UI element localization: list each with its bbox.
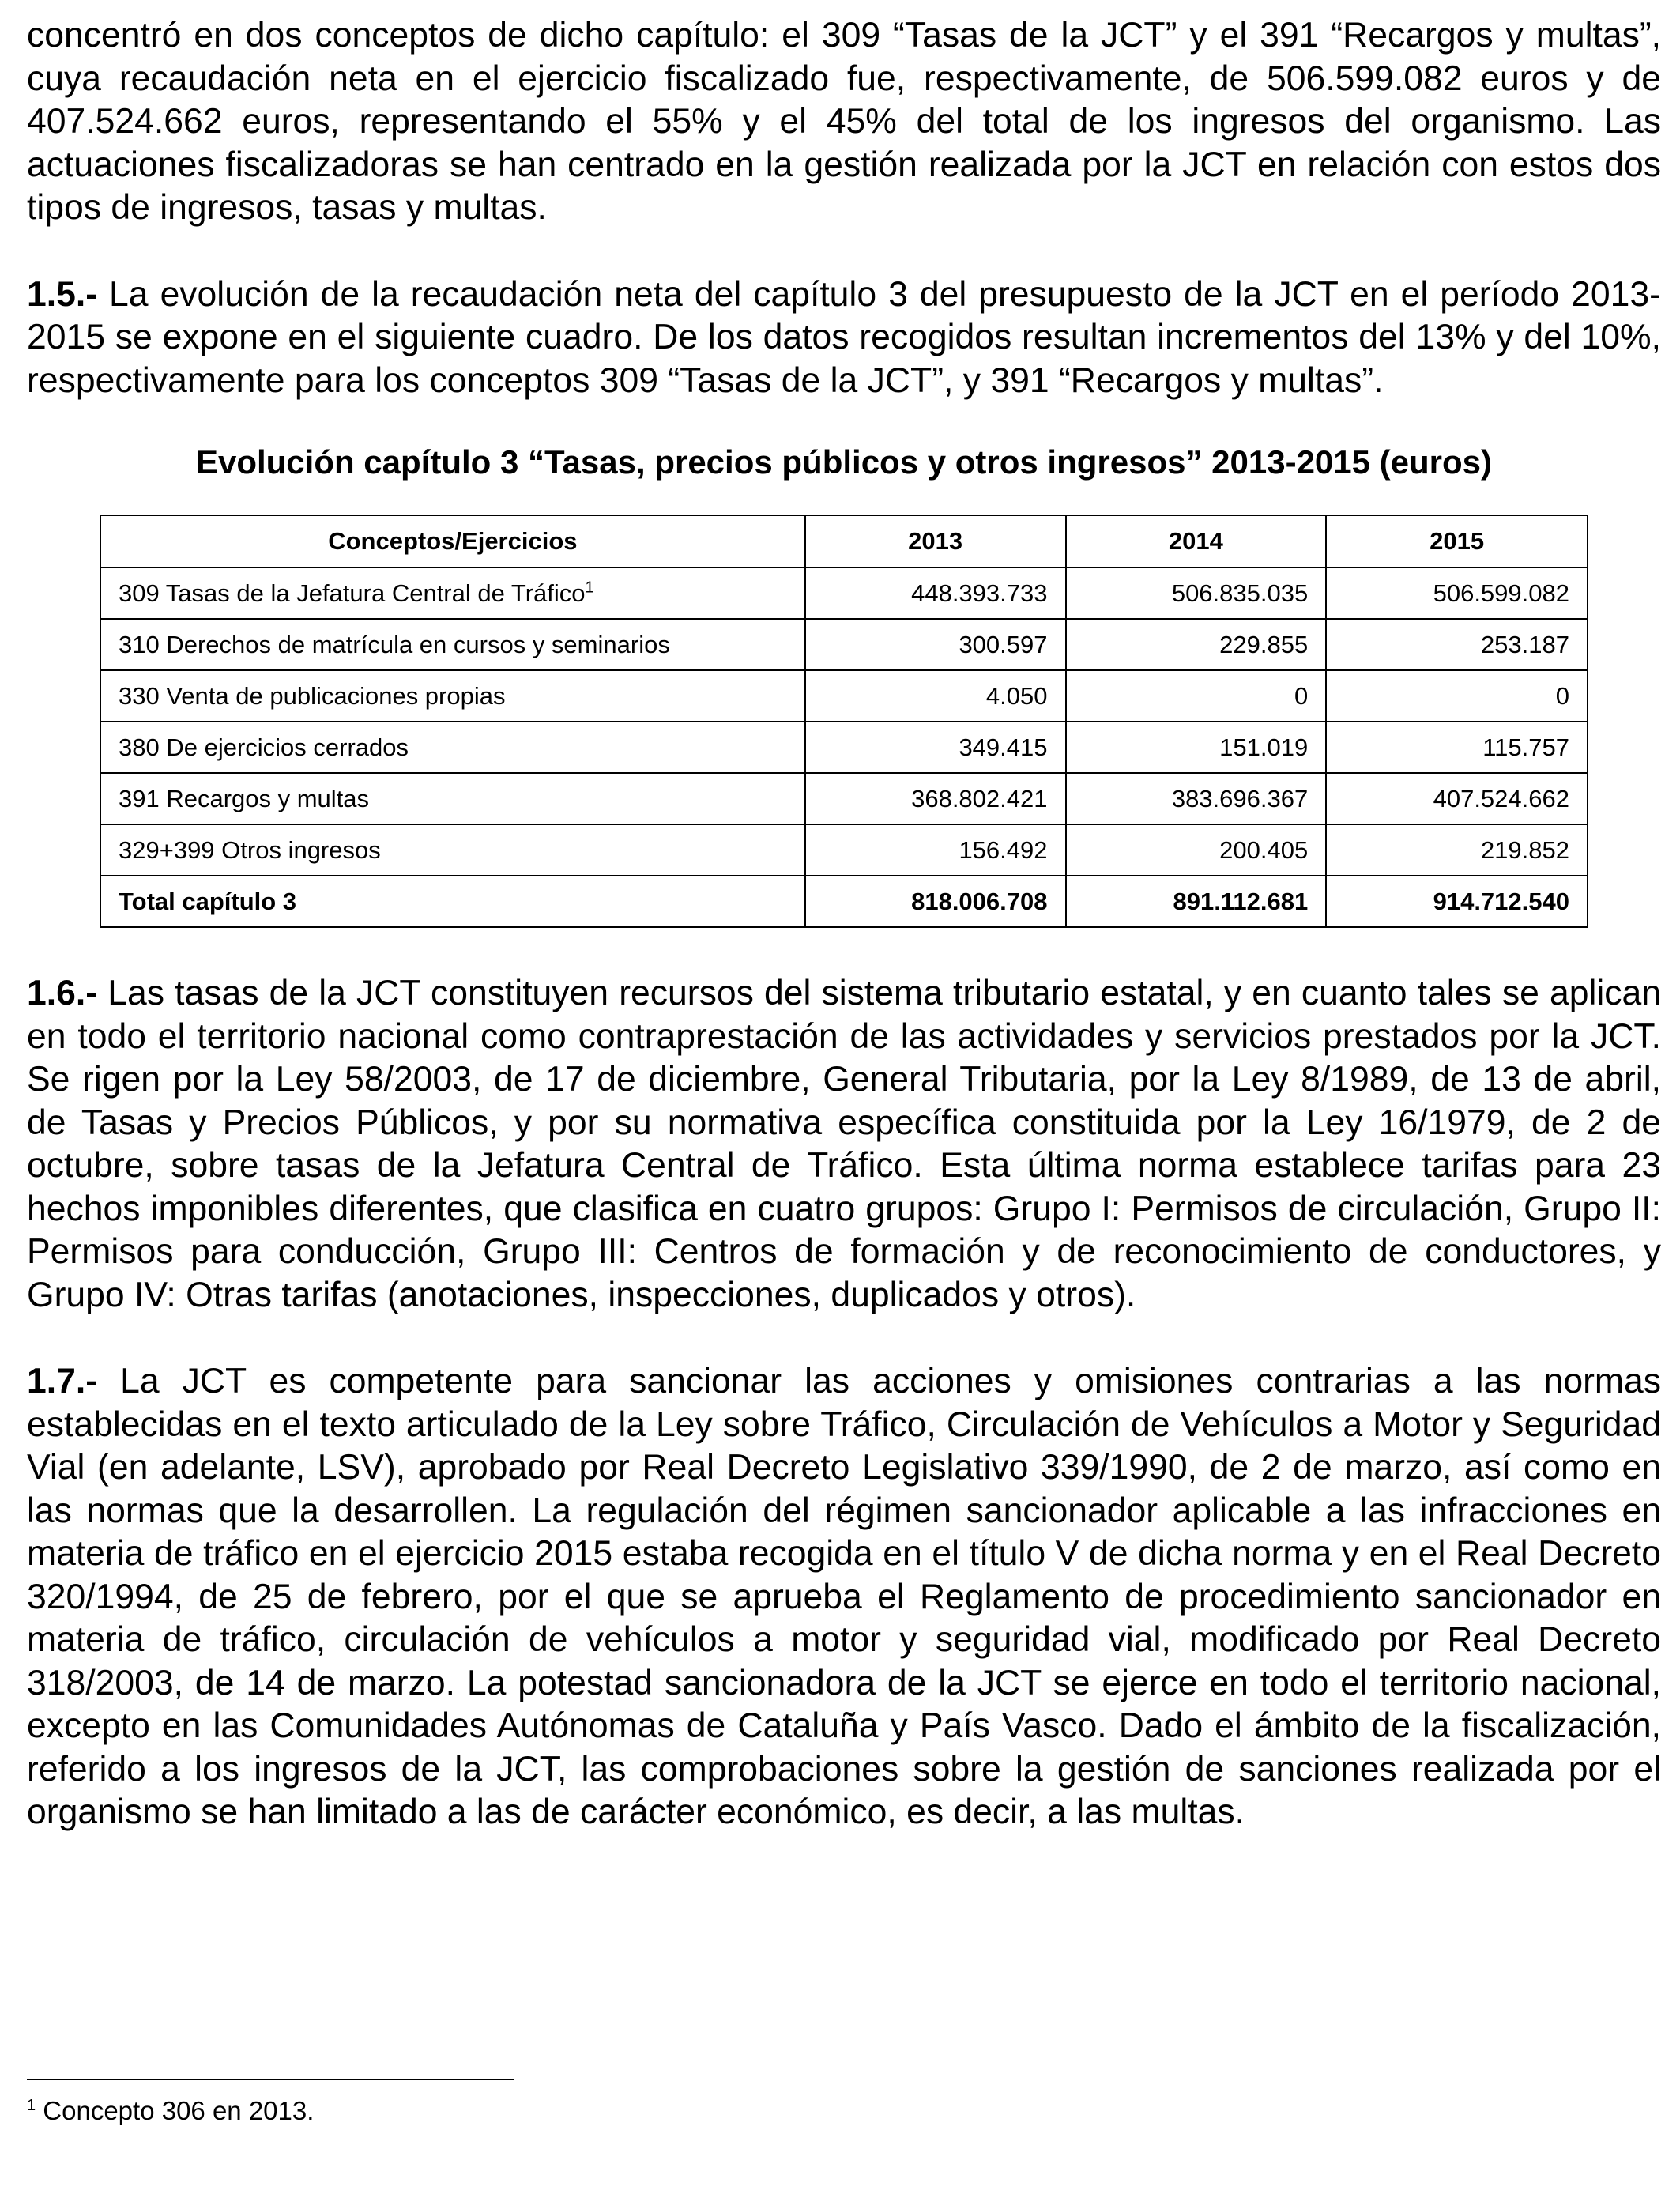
paragraph-text: concentró en dos conceptos de dicho capítulo: el 309 “Tasas de la JCT” y el 391 “Recargos y multas”, cuya recaudación neta en el ejercicio fiscalizado fue, respectivamente, de 506.599.082 euros y de 407.524.662 euros, representando el 55% y el 45% del total de los ingresos del organismo. Las actuaciones fiscalizadoras se han centrado en la gestión realizada por la JCT en relación con estos dos tipos de ingresos, tasas y multas. <box>27 16 1661 227</box>
table-row <box>100 670 1588 722</box>
cell-2013: 349.415 <box>805 722 1066 773</box>
column-header-concepts: Conceptos/Ejercicios <box>100 515 805 567</box>
cell-2014: 229.855 <box>1066 619 1327 670</box>
column-header-2015: 2015 <box>1326 515 1588 567</box>
total-2015: 914.712.540 <box>1326 876 1588 927</box>
cell-2015: 253.187 <box>1326 619 1588 670</box>
cell-2013: 156.492 <box>805 824 1066 876</box>
table-row <box>100 773 1588 824</box>
paragraph-continuation <box>27 14 1661 230</box>
row-concept: 330 Venta de publicaciones propias <box>100 670 805 722</box>
cell-2014: 383.696.367 <box>1066 773 1327 824</box>
paragraph-number: 1.7.- <box>27 1362 98 1400</box>
row-concept: 310 Derechos de matrícula en cursos y seminarios <box>100 619 805 670</box>
footnote-text: Concepto 306 en 2013. <box>36 2096 315 2125</box>
table-row <box>100 567 1588 619</box>
paragraph-text: La JCT es competente para sancionar las acciones y omisiones contrarias a las normas establecidas en el texto articulado de la Ley sobre Tráfico, Circulación de Vehículos a Motor y Seguridad Vial (en adelante, LSV), aprobado por Real Decreto Legislativo 339/1990, de 2 de marzo, así como en las normas que la desarrollen. La regulación del régimen sancionador aplicable a las infracciones en materia de tráfico en el ejercicio 2015 estaba recogida en el título V de dicha norma y en el Real Decreto 320/1994, de 25 de febrero, por el que se aprueba el Reglamento de procedimiento sancionador en materia de tráfico, circulación de vehículos a motor y seguridad vial, modificado por Real Decreto 318/2003, de 14 de marzo. La potestad sancionadora de la JCT se ejerce en todo el territorio nacional, excepto en las Comunidades Autónomas de Cataluña y País Vasco. Dado el ámbito de la fiscalización, referido a los ingresos de la JCT, las comprobaciones sobre la gestión de sanciones realizada por el organismo se han limitado a las de carácter económico, es decir, a las multas. <box>27 1362 1661 1831</box>
footnote <box>27 2094 314 2128</box>
row-concept <box>100 567 805 619</box>
total-2014: 891.112.681 <box>1066 876 1327 927</box>
footnote-marker: 1 <box>585 579 594 597</box>
total-2013: 818.006.708 <box>805 876 1066 927</box>
table-row <box>100 619 1588 670</box>
cell-2014: 506.835.035 <box>1066 567 1327 619</box>
paragraph-text: La evolución de la recaudación neta del capítulo 3 del presupuesto de la JCT en el período 2013-2015 se expone en el siguiente cuadro. De los datos recogidos resultan incrementos del 13% y del 10%, respectivamente para los conceptos 309 “Tasas de la JCT”, y 391 “Recargos y multas”. <box>27 274 1661 400</box>
paragraph-1-6 <box>27 972 1661 1317</box>
table-row <box>100 824 1588 876</box>
footnote-mark: 1 <box>27 2097 36 2114</box>
column-header-2013: 2013 <box>805 515 1066 567</box>
cell-2013: 368.802.421 <box>805 773 1066 824</box>
row-concept: 329+399 Otros ingresos <box>100 824 805 876</box>
cell-2014: 0 <box>1066 670 1327 722</box>
cell-2014: 200.405 <box>1066 824 1327 876</box>
paragraph-number: 1.5.- <box>27 274 98 314</box>
paragraph-1-5 <box>27 273 1661 403</box>
paragraph-number: 1.6.- <box>27 974 98 1012</box>
cell-2015: 407.524.662 <box>1326 773 1588 824</box>
cell-2015: 0 <box>1326 670 1588 722</box>
column-header-2014: 2014 <box>1066 515 1327 567</box>
footnote-divider <box>27 2079 514 2080</box>
row-concept: 391 Recargos y multas <box>100 773 805 824</box>
document-page <box>27 14 1661 1834</box>
table-total-row <box>100 876 1588 927</box>
cell-2013: 448.393.733 <box>805 567 1066 619</box>
concept-label: 309 Tasas de la Jefatura Central de Tráfico <box>119 579 586 607</box>
row-concept: 380 De ejercicios cerrados <box>100 722 805 773</box>
cell-2015: 115.757 <box>1326 722 1588 773</box>
paragraph-1-7 <box>27 1360 1661 1834</box>
cell-2015: 506.599.082 <box>1326 567 1588 619</box>
table-row <box>100 722 1588 773</box>
cell-2013: 4.050 <box>805 670 1066 722</box>
table-title: Evolución capítulo 3 “Tasas, precios públicos y otros ingresos” 2013-2015 (euros) <box>195 443 1493 481</box>
cell-2015: 219.852 <box>1326 824 1588 876</box>
table-header-row <box>100 515 1588 567</box>
cell-2014: 151.019 <box>1066 722 1327 773</box>
paragraph-text: Las tasas de la JCT constituyen recursos del sistema tributario estatal, y en cuanto tales se aplican en todo el territorio nacional como contraprestación de las actividades y servicios prestados por la JCT. Se rigen por la Ley 58/2003, de 17 de diciembre, General Tributaria, por la Ley 8/1989, de 13 de abril, de Tasas y Precios Públicos, y por su normativa específica constituida por la Ley 16/1979, de 2 de octubre, sobre tasas de la Jefatura Central de Tráfico. Esta última norma establece tarifas para 23 hechos imponibles diferentes, que clasifica en cuatro grupos: Grupo I: Permisos de circulación, Grupo II: Permisos para conducción, Grupo III: Centros de formación y de reconocimiento de conductores, y Grupo IV: Otras tarifas (anotaciones, inspecciones, duplicados y otros). <box>27 974 1661 1314</box>
revenue-table <box>100 515 1588 928</box>
cell-2013: 300.597 <box>805 619 1066 670</box>
total-label: Total capítulo 3 <box>100 876 805 927</box>
